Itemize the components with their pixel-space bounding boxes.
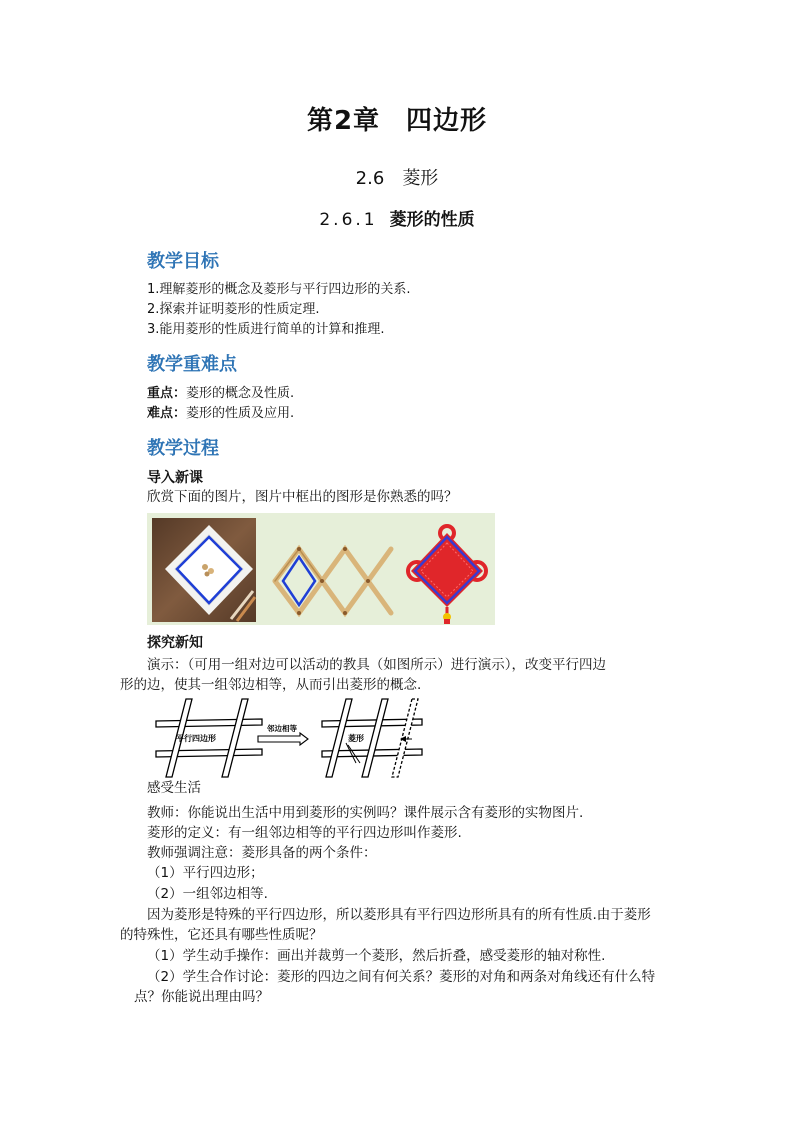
demo-line-2: 形的边，使其一组邻边相等，从而引出菱形的概念.: [120, 677, 422, 693]
demo-line-1: 演示：（可用一组对边可以活动的教具（如图所示）进行演示），改变平行四边: [147, 657, 606, 673]
arrow-icon: [258, 733, 308, 745]
because-line-2: 的特殊性，它还具有哪些性质呢？: [120, 927, 323, 943]
because-line-1: 因为菱形是特殊的平行四边形，所以菱形具有平行四边形所具有的所有性质.由于菱形: [147, 907, 651, 923]
keypoints-heading: 教学重难点: [147, 354, 237, 375]
section-title: [0, 164, 794, 190]
teacher-line: 教师：你能说出生活中用到菱形的实例吗？课件展示含有菱形的实物图片.: [147, 805, 584, 821]
intro-heading: 导入新课: [147, 470, 203, 486]
key-text: 菱形的概念及性质.: [186, 386, 295, 401]
rhombus-examples-image: [147, 513, 495, 625]
rhombus-label: 菱形: [348, 734, 364, 743]
activity-1: （1）学生动手操作：画出并裁剪一个菱形，然后折叠，感受菱形的轴对称性.: [147, 948, 606, 964]
parallelogram-to-rhombus-diagram: [150, 697, 440, 779]
chapter-name: 四边形: [406, 106, 488, 136]
goals-heading: 教学目标: [147, 251, 219, 272]
activity-2-line-1: （2）学生合作讨论：菱形的四边之间有何关系？菱形的对角和两条对角线还有什么特: [147, 969, 656, 985]
emphasis-line: 教师强调注意：菱形具备的两个条件：: [147, 845, 377, 861]
section-number: 2.6: [355, 168, 385, 189]
subsection-title: [0, 205, 794, 230]
difficult-text: 菱形的性质及应用.: [186, 406, 295, 421]
process-heading: 教学过程: [147, 438, 219, 459]
feel-life: 感受生活: [147, 780, 201, 796]
key-label: 重点：: [147, 386, 187, 401]
activity-2-line-2: 点？你能说出理由吗？: [134, 989, 269, 1005]
section-name: 菱形: [402, 168, 439, 189]
condition-1: （1）平行四边形；: [147, 865, 264, 881]
subsection-name: 菱形的性质: [389, 210, 475, 230]
chapter-title: [0, 100, 794, 137]
arrow-label: 邻边相等: [267, 724, 297, 733]
goal-item-3: 3.能用菱形的性质进行简单的计算和推理.: [147, 322, 385, 337]
goal-item-2: 2.探索并证明菱形的性质定理.: [147, 302, 320, 317]
parallelogram-label: 平行四边形: [176, 734, 216, 743]
difficult-label: 难点：: [147, 406, 187, 421]
key-point: [147, 384, 294, 404]
definition-line: 菱形的定义：有一组邻边相等的平行四边形叫作菱形.: [147, 825, 462, 841]
lattice-frame: [275, 549, 391, 613]
goal-item-1: 1.理解菱形的概念及菱形与平行四边形的关系.: [147, 282, 411, 297]
demo-diagram: [150, 697, 440, 779]
condition-2: （2）一组邻边相等.: [147, 886, 268, 902]
examples-illustration: [147, 513, 495, 625]
subsection-number: 2.6.1: [319, 210, 378, 230]
chapter-number: 第2章: [306, 106, 381, 136]
difficult-point: [147, 404, 294, 424]
explore-heading: 探究新知: [147, 635, 203, 651]
chinese-knot: [408, 526, 486, 624]
intro-text: 欣赏下面的图片，图片中框出的图形是你熟悉的吗？: [147, 489, 458, 505]
